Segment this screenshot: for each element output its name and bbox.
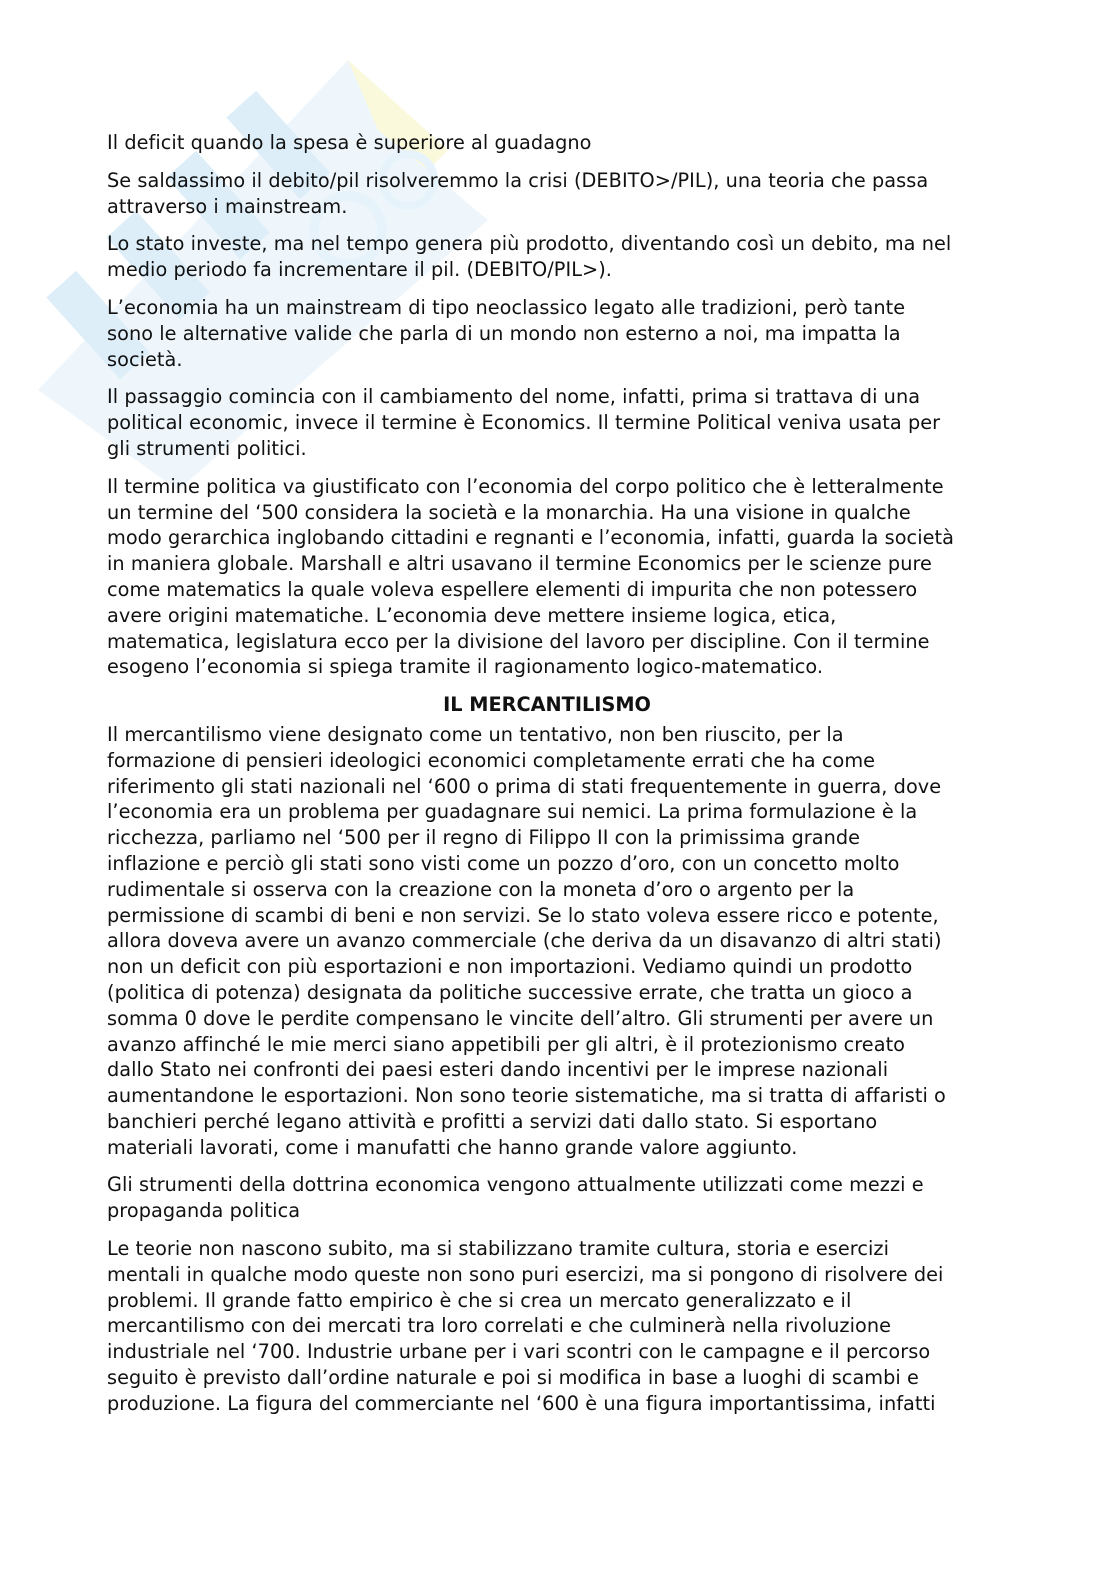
paragraph-mercantilismo: Il mercantilismo viene designato come un tentativo, non ben riuscito, per la formazione di pensieri ideologici economici completamente errati che ha come riferimento gli stati nazionali nel ‘600 o prima di stati frequentemente in guerra, dove l’economia era un problema per guadagnare sui nemici. La prima formulazione è la ricchezza, parliamo nel ‘500 per il regno di Filippo II con la primissima grande inflazione e perciò gli stati sono visti come un pozzo d’oro, con un concetto molto rudimentale si osserva con la creazione con la moneta d’oro o argento per la permissione di scambi di beni e non servizi. Se lo stato voleva essere ricco e potente, allora doveva avere un avanzo commerciale (che deriva da un disavanzo di altri stati) non un deficit con più esportazioni e non importazioni. Vediamo quindi un prodotto (politica di potenza) designata da politiche successive errate, che tratta un gioco a somma 0 dove le perdite compensano le vincite dell’altro. Gli strumenti per avere un avanzo affinché le mie merci siano appetibili per gli altri, è il protezionismo creato dallo Stato nei confronti dei paesi esteri dando incentivi per le imprese nazionali aumentandone le esportazioni. Non sono teorie sistematiche, ma si tratta di affaristi o banchieri perché legano attività e profitti a servizi dati dallo stato. Si esportano materiali lavorati, come i manufatti che hanno grande valore aggiunto.	[107, 722, 946, 1159]
section-heading: IL MERCANTILISMO	[443, 693, 651, 717]
paragraph-deficit: Il deficit quando la spesa è superiore al guadagno	[107, 131, 592, 154]
paragraph-termine-politica: Il termine politica va giustificato con l’economia del corpo politico che è letteralmente un termine del ‘500 considera la società e la monarchia. Ha una visione in qualche modo gerarchica inglobando cittadini e regnanti e l’economia, infatti, guarda la società in maniera globale. Marshall e altri usavano il termine Economics per le scienze pure come matematics la quale voleva espellere elementi di impurita che non potessero avere origini matematiche. L’economia deve mettere insieme logica, etica, matematica, legislatura ecco per la divisione del lavoro per discipline. Con il termine esogeno l’economia si spiega tramite il ragionamento logico-matematico.	[107, 474, 954, 679]
paragraph-stato-investe: Lo stato investe, ma nel tempo genera più prodotto, diventando così un debito, ma nel medio periodo fa incrementare il pil. (DEBITO/PIL>).	[107, 232, 952, 282]
paragraph-mainstream: L’economia ha un mainstream di tipo neoclassico legato alle tradizioni, però tante sono le alternative valide che parla di un mondo non esterno a noi, ma impatta la società.	[107, 295, 906, 371]
paragraph-passaggio: Il passaggio comincia con il cambiamento del nome, infatti, prima si trattava di una political economic, invece il termine è Economics. Il termine Political veniva usata per gli strumenti politici.	[107, 385, 941, 460]
document-page	[107, 130, 1007, 1429]
paragraph-debito-pil: Se saldassimo il debito/pil risolveremmo la crisi (DEBITO>/PIL), una teoria che passa attraverso i mainstream.	[107, 168, 929, 218]
paragraph-strumenti: Gli strumenti della dottrina economica vengono attualmente utilizzati come mezzi e propaganda politica	[107, 1173, 924, 1223]
paragraph-teorie: Le teorie non nascono subito, ma si stabilizzano tramite cultura, storia e esercizi mentali in qualche modo queste non sono puri esercizi, ma si pongono di risolvere dei problemi. Il grande fatto empirico è che si crea un mercato generalizzato e il mercantilismo con dei mercati tra loro correlati e che culminerà nella rivoluzione industriale nel ‘700. Industrie urbane per i vari scontri con le campagne e il percorso seguito è previsto dall’ordine naturale e poi si modifica in base a luoghi di scambi e produzione. La figura del commerciante nel ‘600 è una figura importantissima, infatti	[107, 1237, 944, 1415]
